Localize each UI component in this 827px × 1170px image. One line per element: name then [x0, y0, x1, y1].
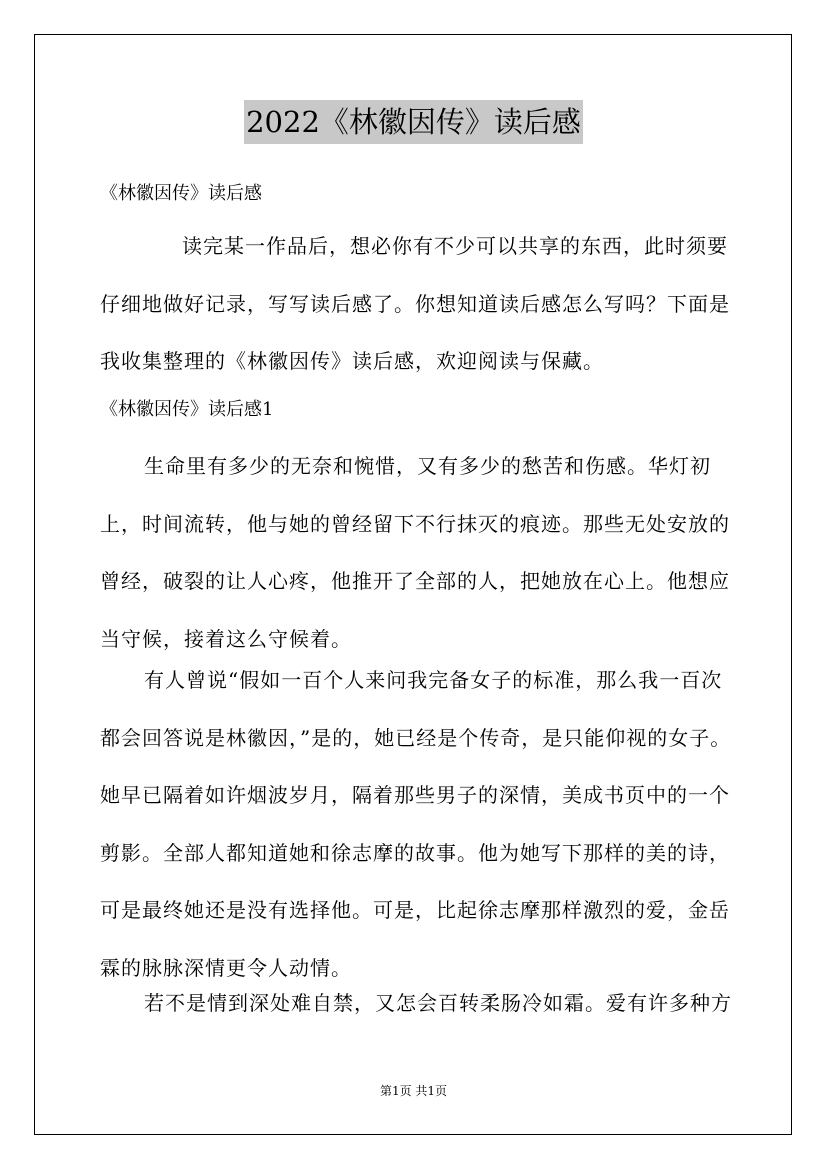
body-paragraph-2: 有人曾说“假如一百个人来问我完备女子的标准，那么我一百次都会回答说是林徽因，”是的，她已经是个传奇，是只能仰视的女子。她早已隔着如许烟波岁月，隔着那些男子的深情，美成书页中的一个剪影。全部人都知道她和徐志摩的故事。他为她写下那样的美的诗，可是最终她还是没有选择他。可是，比起徐志摩那样激烈的爱，金岳霖的脉脉深情更令人动情。 [100, 668, 732, 980]
intro-paragraph: 读完某一作品后，想必你有不少可以共享的东西，此时须要仔细地做好记录，写写读后感了。你想知道读后感怎么写吗？下面是我收集整理的《林徽因传》读后感，欢迎阅读与保藏。 [100, 234, 730, 373]
document-title: 2022《林徽因传》读后感 [244, 100, 583, 144]
page-number-footer: 第1页 共1页 [379, 1084, 448, 1098]
document-subtitle: 《林徽因传》读后感 [100, 183, 262, 204]
body-paragraph-3: 若不是情到深处难自禁，又怎会百转柔肠冷如霜。爱有许多种方 [144, 991, 732, 1015]
body-paragraph-1: 生命里有多少的无奈和惋惜，又有多少的愁苦和伤感。华灯初上，时间流转，他与她的曾经留下不行抹灭的痕迹。那些无处安放的曾经，破裂的让人心疼，他推开了全部的人，把她放在心上。他想应当守候，接着这么守候着。 [100, 454, 730, 651]
title-container [0, 100, 827, 144]
section-heading: 《林徽因传》读后感1 [100, 399, 274, 420]
